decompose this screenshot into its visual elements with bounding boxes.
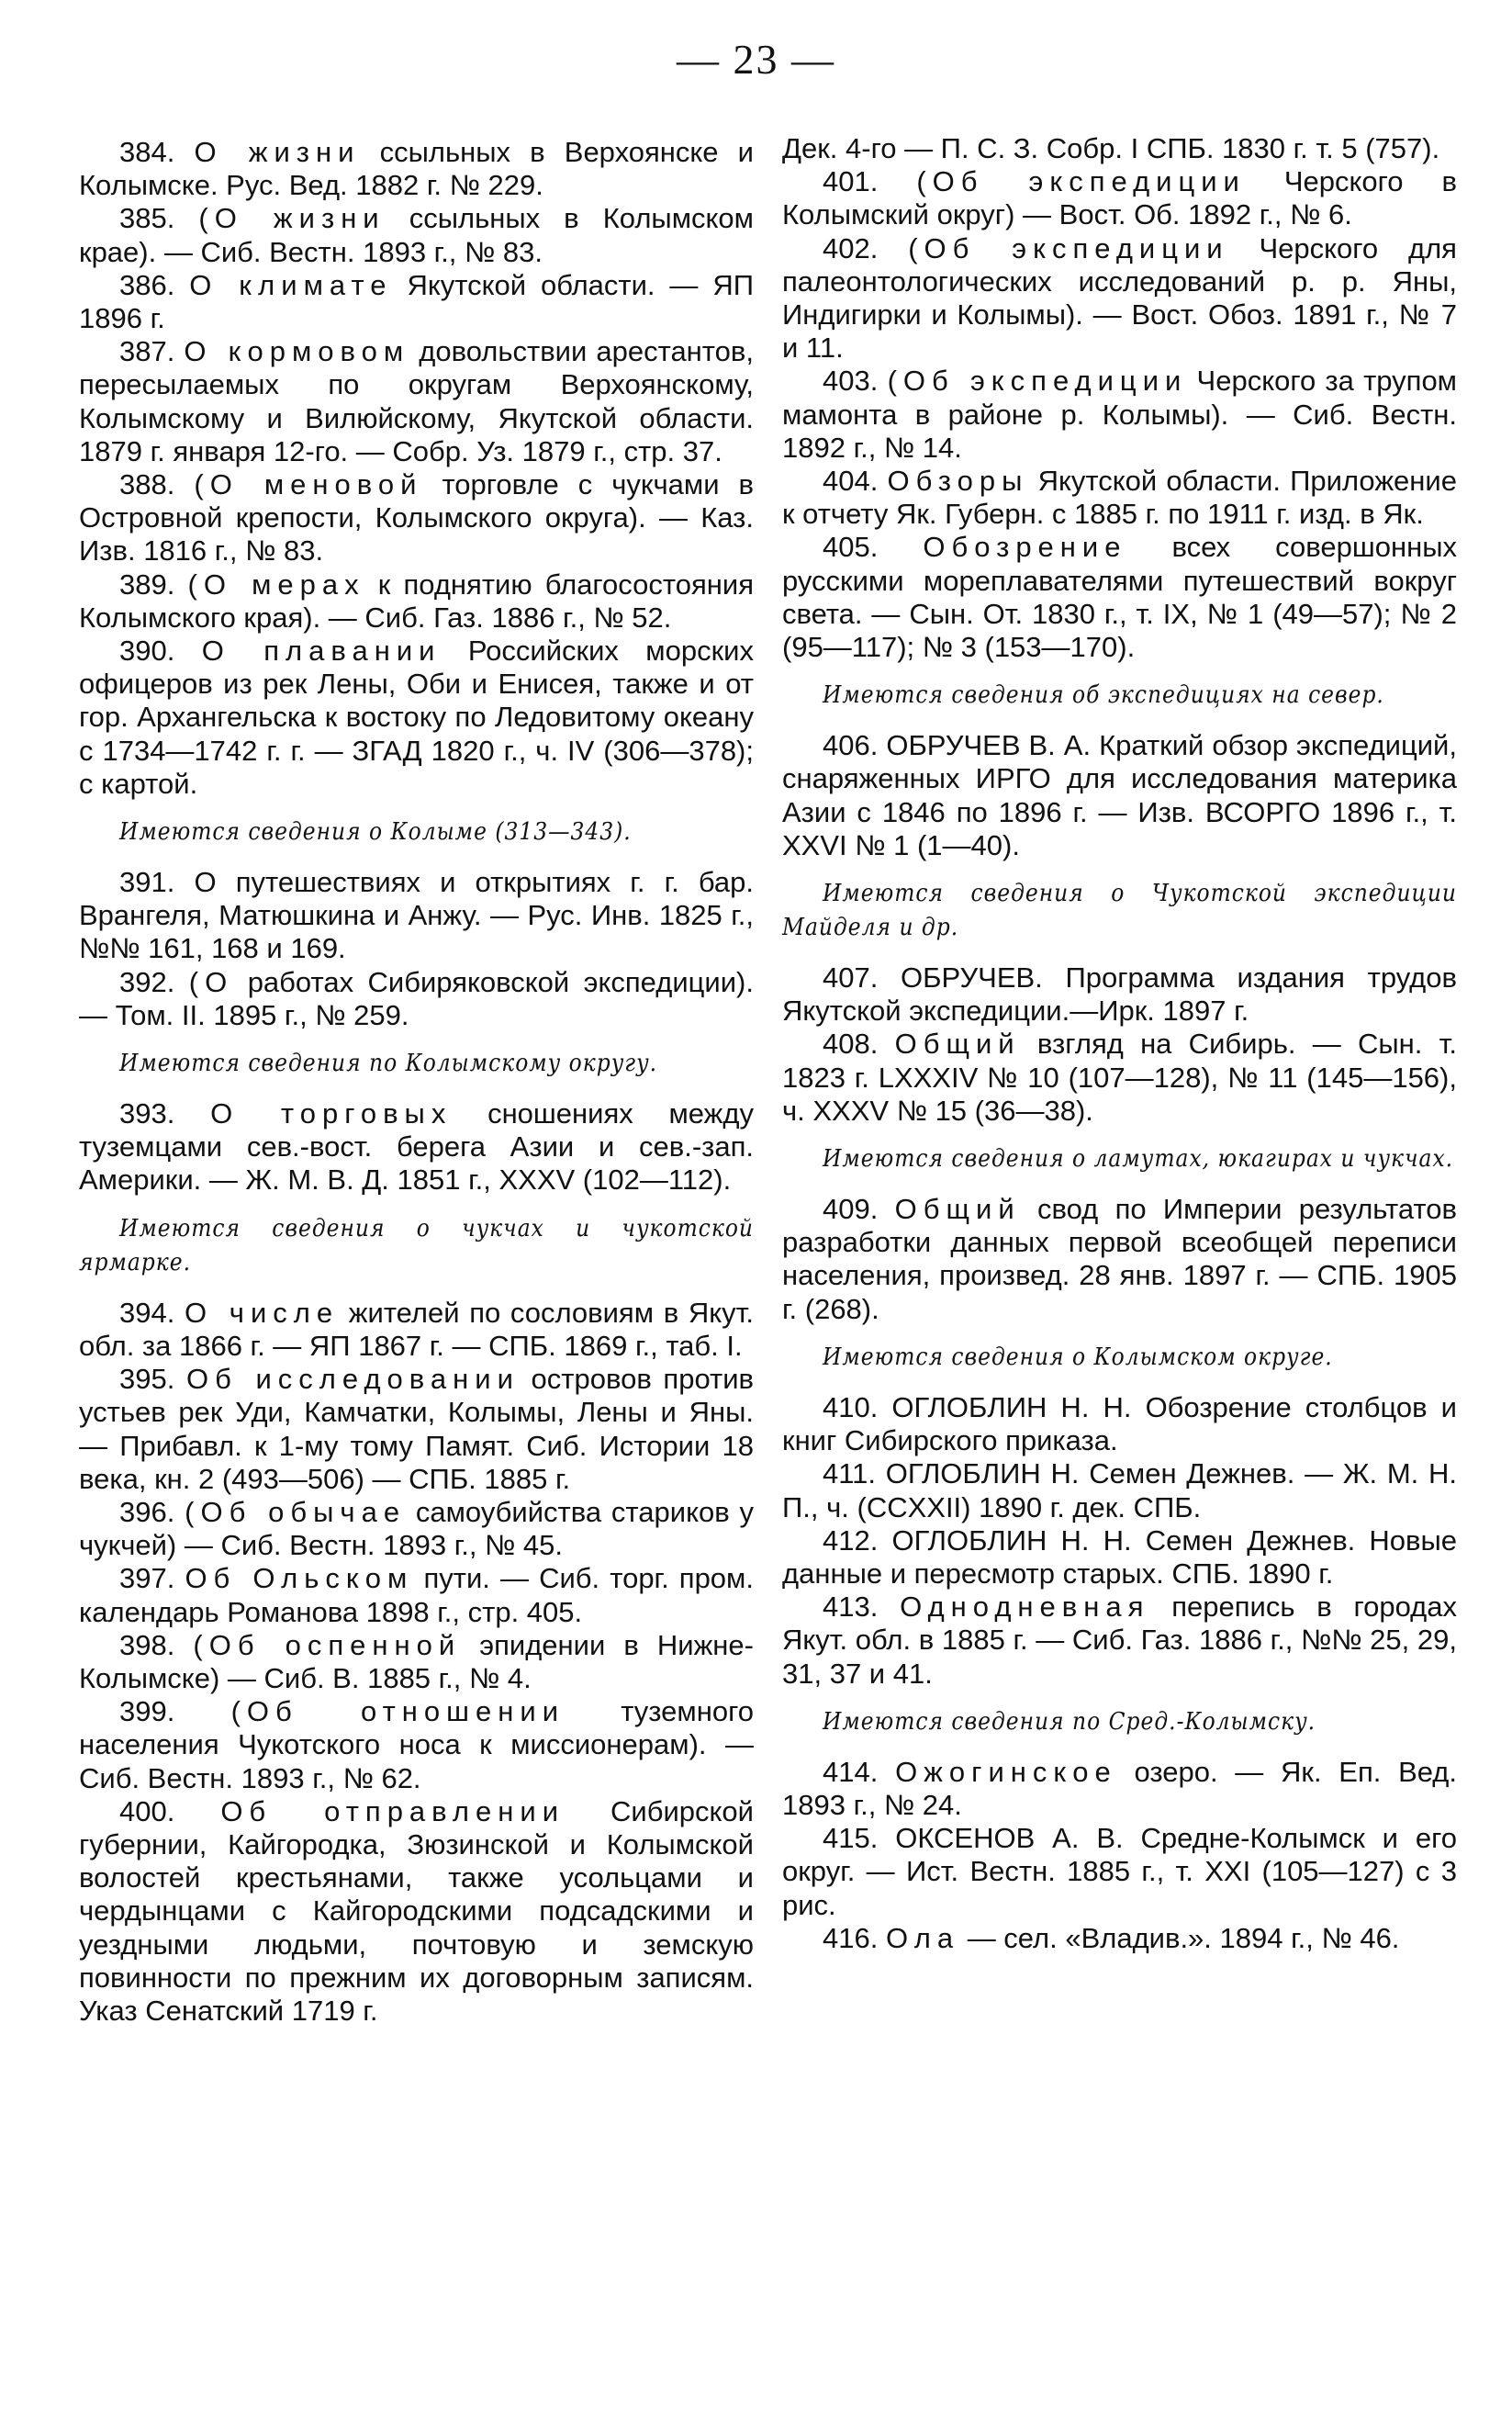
bibliography-entry [782,1457,1457,1523]
entry-text: Якутской области. Приложение к отчету Як. Губерн. с 1885 г. по 1911 г. изд. в Як. [782,465,1457,531]
entry-number: 401. [823,165,879,198]
bibliography-entry [79,568,754,635]
bibliography-entry [782,729,1457,862]
entry-keyword: ОГЛОБЛИН Н. Н. [891,1390,1132,1423]
entry-keyword: О числе [185,1296,340,1329]
entry-keyword: (Об экспедиции [916,165,1246,198]
entry-text: перепись в городах Якут. обл. в 1885 г. — Сиб. Газ. 1886 г., №№ 25, 29, 31, 37 и 41. [782,1591,1457,1690]
entry-number: 411. [823,1457,877,1490]
annotation-note: Имеются сведения по Колымскому округу. [119,1050,658,1078]
bibliography-entry [782,465,1457,531]
entry-text: — сел. «Владив.». 1894 г., № 46. [967,1921,1400,1954]
entry-number: 392. [119,965,175,998]
entry-keyword: (Об оспенной [193,1628,462,1661]
entry-text: Краткий обзор экспедиций, снаряженных ИРГО для исследования материка Азии с 1846 по 1896 г. — Изв. ВСОРГО 1896 г., т. XXVI № 1 (1—40). [782,729,1457,861]
bibliography-entry [782,1922,1457,1955]
entry-keyword: ОКСЕНОВ А. В. [895,1822,1124,1855]
annotation-note: Имеются сведения по Сред.-Колымску. [823,1707,1316,1736]
entry-keyword: Общий [894,1028,1021,1061]
entry-keyword: О [194,866,217,899]
entry-number: 389. [119,568,175,601]
entry-number: 384. [119,136,175,168]
entry-keyword: Ола [885,1921,960,1954]
entry-continuation: Дек. 4-го — П. С. З. Собр. I СПБ. 1830 г. т. 5 (757). [782,132,1440,164]
bibliography-entry [79,136,754,202]
entry-text: взгляд на Сибирь. — Сын. т. 1823 г. LXXXIV № 10 (107—128), № 11 (145—156), ч. XXXV № 15 (36—38). [782,1028,1457,1127]
entry-number: 414. [823,1755,879,1788]
entry-text: пути. — Сиб. торг. пром. календарь Романова 1898 г., стр. 405. [79,1562,754,1628]
entry-number: 388. [119,468,175,501]
entry-number: 415. [823,1822,879,1855]
bibliography-entry [782,365,1457,465]
entry-keyword: Обозрение [923,531,1127,564]
entry-text: к поднятию благосостояния Колымского края). — Сиб. Газ. 1886 г., № 52. [79,568,754,634]
entry-text: путешествиях и открытиях г. г. бар. Врангеля, Матюшкина и Анжу. — Рус. Инв. 1825 г., №№ 161, 168 и 169. [79,866,754,965]
page-number: — 23 — [677,36,835,83]
entry-text: эпидении в Нижне-Колымске) — Сиб. В. 1885 г., № 4. [79,1628,754,1694]
entry-number: 399. [119,1695,175,1728]
entry-text: жителей по сословиям в Якут. обл. за 1866 г. — ЯП 1867 г. — СПБ. 1869 г., таб. I. [79,1296,754,1362]
entry-text: торговле с чукчами в Островной крепости, Колымского округа). — Каз. Изв. 1816 г., № 83. [79,468,754,568]
entry-text: ссыльных в Колымском крае). — Сиб. Вестн. 1893 г., № 83. [79,202,754,268]
bibliography-entry [782,1756,1457,1822]
entry-keyword: Ожогинское [895,1755,1117,1788]
entry-number: 402. [823,231,879,264]
annotation-note: Имеются сведения о ламутах, юкагирах и чукчах. [823,1145,1454,1174]
entry-text: сношениях между туземцами сев.-вост. берега Азии и сев.-зап. Америки. — Ж. М. В. Д. 1851 г., XXXV (102—112). [79,1097,754,1197]
entry-number: 405. [823,531,879,564]
bibliography-entry [782,1524,1457,1591]
entry-number: 400. [119,1794,175,1827]
entry-keyword: О торговых [210,1097,453,1130]
entry-text: Обозрение столбцов и книг Сибирского приказа. [782,1390,1457,1457]
entry-text: свод по Империи результатов разработки данных первой всеобщей переписи населения, произвед. 28 янв. 1897 г. — СПБ. 1905 г. (268). [782,1193,1457,1325]
annotation-note: Имеются сведения о Колымском округе. [823,1343,1333,1371]
entry-keyword: ОБРУЧЕВ В. А. [886,729,1092,762]
entry-number: 394. [119,1296,175,1329]
entry-keyword: О кормовом [184,335,410,368]
entry-number: 407. [823,961,879,995]
entry-number: 396. [119,1495,175,1528]
bibliography-entry [79,468,754,568]
bibliography-entry [79,1496,754,1562]
entry-text: работах Сибиряковской экспедиции). — Том. II. 1895 г., № 259. [79,965,754,1031]
bibliography-entry [782,961,1457,1028]
bibliography-entry [79,1297,754,1363]
entry-keyword: Обзоры [887,465,1029,498]
bibliography-entry [79,1363,754,1496]
entry-keyword: ОГЛОБЛИН Н. Н. [891,1523,1132,1557]
bibliography-entry [782,1028,1457,1128]
bibliography-entry [79,202,754,268]
entry-text: туземного населения Чукотского носа к миссионерам). — Сиб. Вестн. 1893 г., № 62. [79,1695,754,1794]
bibliography-entry [79,966,754,1032]
entry-number: 404. [823,465,879,498]
entry-number: 398. [119,1628,175,1661]
entry-keyword: Общий [894,1193,1021,1226]
entry-text: довольствии арестантов, пересылаемых по округам Верхоянскому, Колымскому и Вилюйскому, Якутской области. 1879 г. января 12-го. — Собр. Уз. 1879 г., стр. 37. [79,335,754,467]
entry-number: 397. [119,1562,175,1595]
entry-text: Средне-Колымск и его округ. — Ист. Вестн. 1885 г., т. XXI (105—127) с 3 рис. [782,1822,1457,1921]
entry-text: Российских морских офицеров из рек Лены, Оби и Енисея, также и от гор. Архангельска к востоку по Ледовитому океану с 1734—1742 г. г. — ЗГАД 1820 г., ч. IV (306—378); с картой. [79,635,754,800]
entry-text: островов против устьев рек Уди, Камчатки, Колымы, Лены и Яны. — Прибавл. к 1-му тому Памят. Сиб. Истории 18 века, кн. 2 (493—506) — СПБ. 1885 г. [79,1363,754,1495]
bibliography-entry [79,635,754,801]
left-column [79,136,754,2028]
entry-keyword: Однодневная [900,1591,1150,1624]
entry-text: самоубийства стариков у чукчей) — Сиб. Вестн. 1893 г., № 45. [79,1495,754,1562]
entry-text: озеро. — Як. Еп. Вед. 1893 г., № 24. [782,1755,1458,1821]
entry-number: 410. [823,1390,879,1423]
entry-keyword: (Об обычае [185,1495,407,1528]
entry-number: 390. [119,635,175,668]
entry-keyword: О плавании [201,635,442,668]
bibliography-entry [79,335,754,468]
bibliography-entry [79,1695,754,1795]
right-column [782,132,1457,1955]
entry-text: Черского за трупом мамонта в районе р. Колымы). — Сиб. Вестн. 1892 г., № 14. [782,365,1457,464]
entry-keyword: (О меновой [194,468,423,501]
entry-text: Сибирской губернии, Кайгородка, Зюзинской и Колымской волостей крестьянами, также усольцами и чердынцами с Кайгородскими подсадскими и уездными людьми, почтовую и земскую повинности по прежним их договорным записям. Указ Сенатский 1719 г. [79,1794,754,2027]
entry-keyword: (Об экспедиции [908,231,1229,264]
entry-number: 393. [119,1097,175,1130]
entry-number: 395. [119,1363,175,1396]
entry-keyword: Об отправлении [220,1794,566,1827]
bibliography-entry [79,866,754,966]
entry-number: 412. [823,1523,879,1557]
entry-keyword: Об Ольском [185,1562,414,1595]
entry-text: Программа издания трудов Якутской экспедиции.—Ирк. 1897 г. [782,961,1457,1028]
bibliography-entry [782,1193,1457,1326]
entry-number: 409. [823,1193,879,1226]
entry-number: 408. [823,1028,879,1061]
entry-text: Черского в Колымский округ) — Вост. Об. 1892 г., № 6. [782,165,1457,231]
entry-keyword: ОГЛОБЛИН Н. [885,1457,1080,1490]
entry-keyword: (Об отношении [230,1695,566,1728]
entry-number: 385. [119,202,175,235]
entry-keyword: (Об экспедиции [887,365,1188,398]
entry-number: 386. [119,268,175,301]
bibliography-entry [79,1097,754,1197]
bibliography-entry [782,1391,1457,1457]
bibliography-entry [79,1795,754,2028]
bibliography-entry [782,1591,1457,1691]
bibliography-entry [782,232,1457,365]
entry-text: Семен Дежнев. — Ж. М. Н. П., ч. (CCXXII) 1890 г. дек. СПБ. [782,1457,1457,1523]
entry-number: 413. [823,1591,879,1624]
bibliography-entry [782,165,1457,231]
entry-number: 391. [119,866,175,899]
annotation-note: Имеются сведения об экспедициях на север. [823,681,1384,710]
bibliography-entry [79,1629,754,1695]
annotation-note: Имеются сведения о чукчах и чукотской ярмарке. [79,1214,754,1276]
entry-keyword: (О мерах [187,568,365,601]
entry-text: ссыльных в Верхоянске и Колымске. Рус. Вед. 1882 г. № 229. [79,136,754,202]
entry-keyword: О климате [189,268,393,301]
entry-text: Черского для палеонтологических исследований р. р. Яны, Индигирки и Колымы). — Вост. Обоз. 1891 г., № 7 и 11. [782,231,1457,365]
bibliography-entry [782,531,1457,664]
entry-number: 416. [823,1921,879,1954]
entry-text: Якутской области. — ЯП 1896 г. [79,268,754,335]
entry-text: всех совершонных русскими мореплавателями путешествий вокруг света. — Сын. От. 1830 г., т. IX, № 1 (49—57); № 2 (95—117); № 3 (153—170). [782,531,1457,664]
bibliography-entry [782,1822,1457,1922]
bibliography-entry [79,1562,754,1628]
entry-keyword: (О жизни [198,202,386,235]
entry-number: 403. [823,365,879,398]
entry-keyword: О жизни [194,136,361,168]
bibliography-entry [79,269,754,335]
annotation-note: Имеются сведения о Чукотской экспедиции Майделя и др. [782,880,1457,942]
entry-number: 387. [119,335,175,368]
entry-keyword: (О [188,965,234,998]
entry-text: Семен Дежнев. Новые данные и пересмотр старых. СПБ. 1890 г. [782,1523,1458,1590]
entry-keyword: ОБРУЧЕВ. [901,961,1043,995]
annotation-note: Имеются сведения о Колыме (313—343). [119,818,632,847]
entry-number: 406. [823,729,879,762]
entry-keyword: Об исследовании [185,1363,520,1396]
